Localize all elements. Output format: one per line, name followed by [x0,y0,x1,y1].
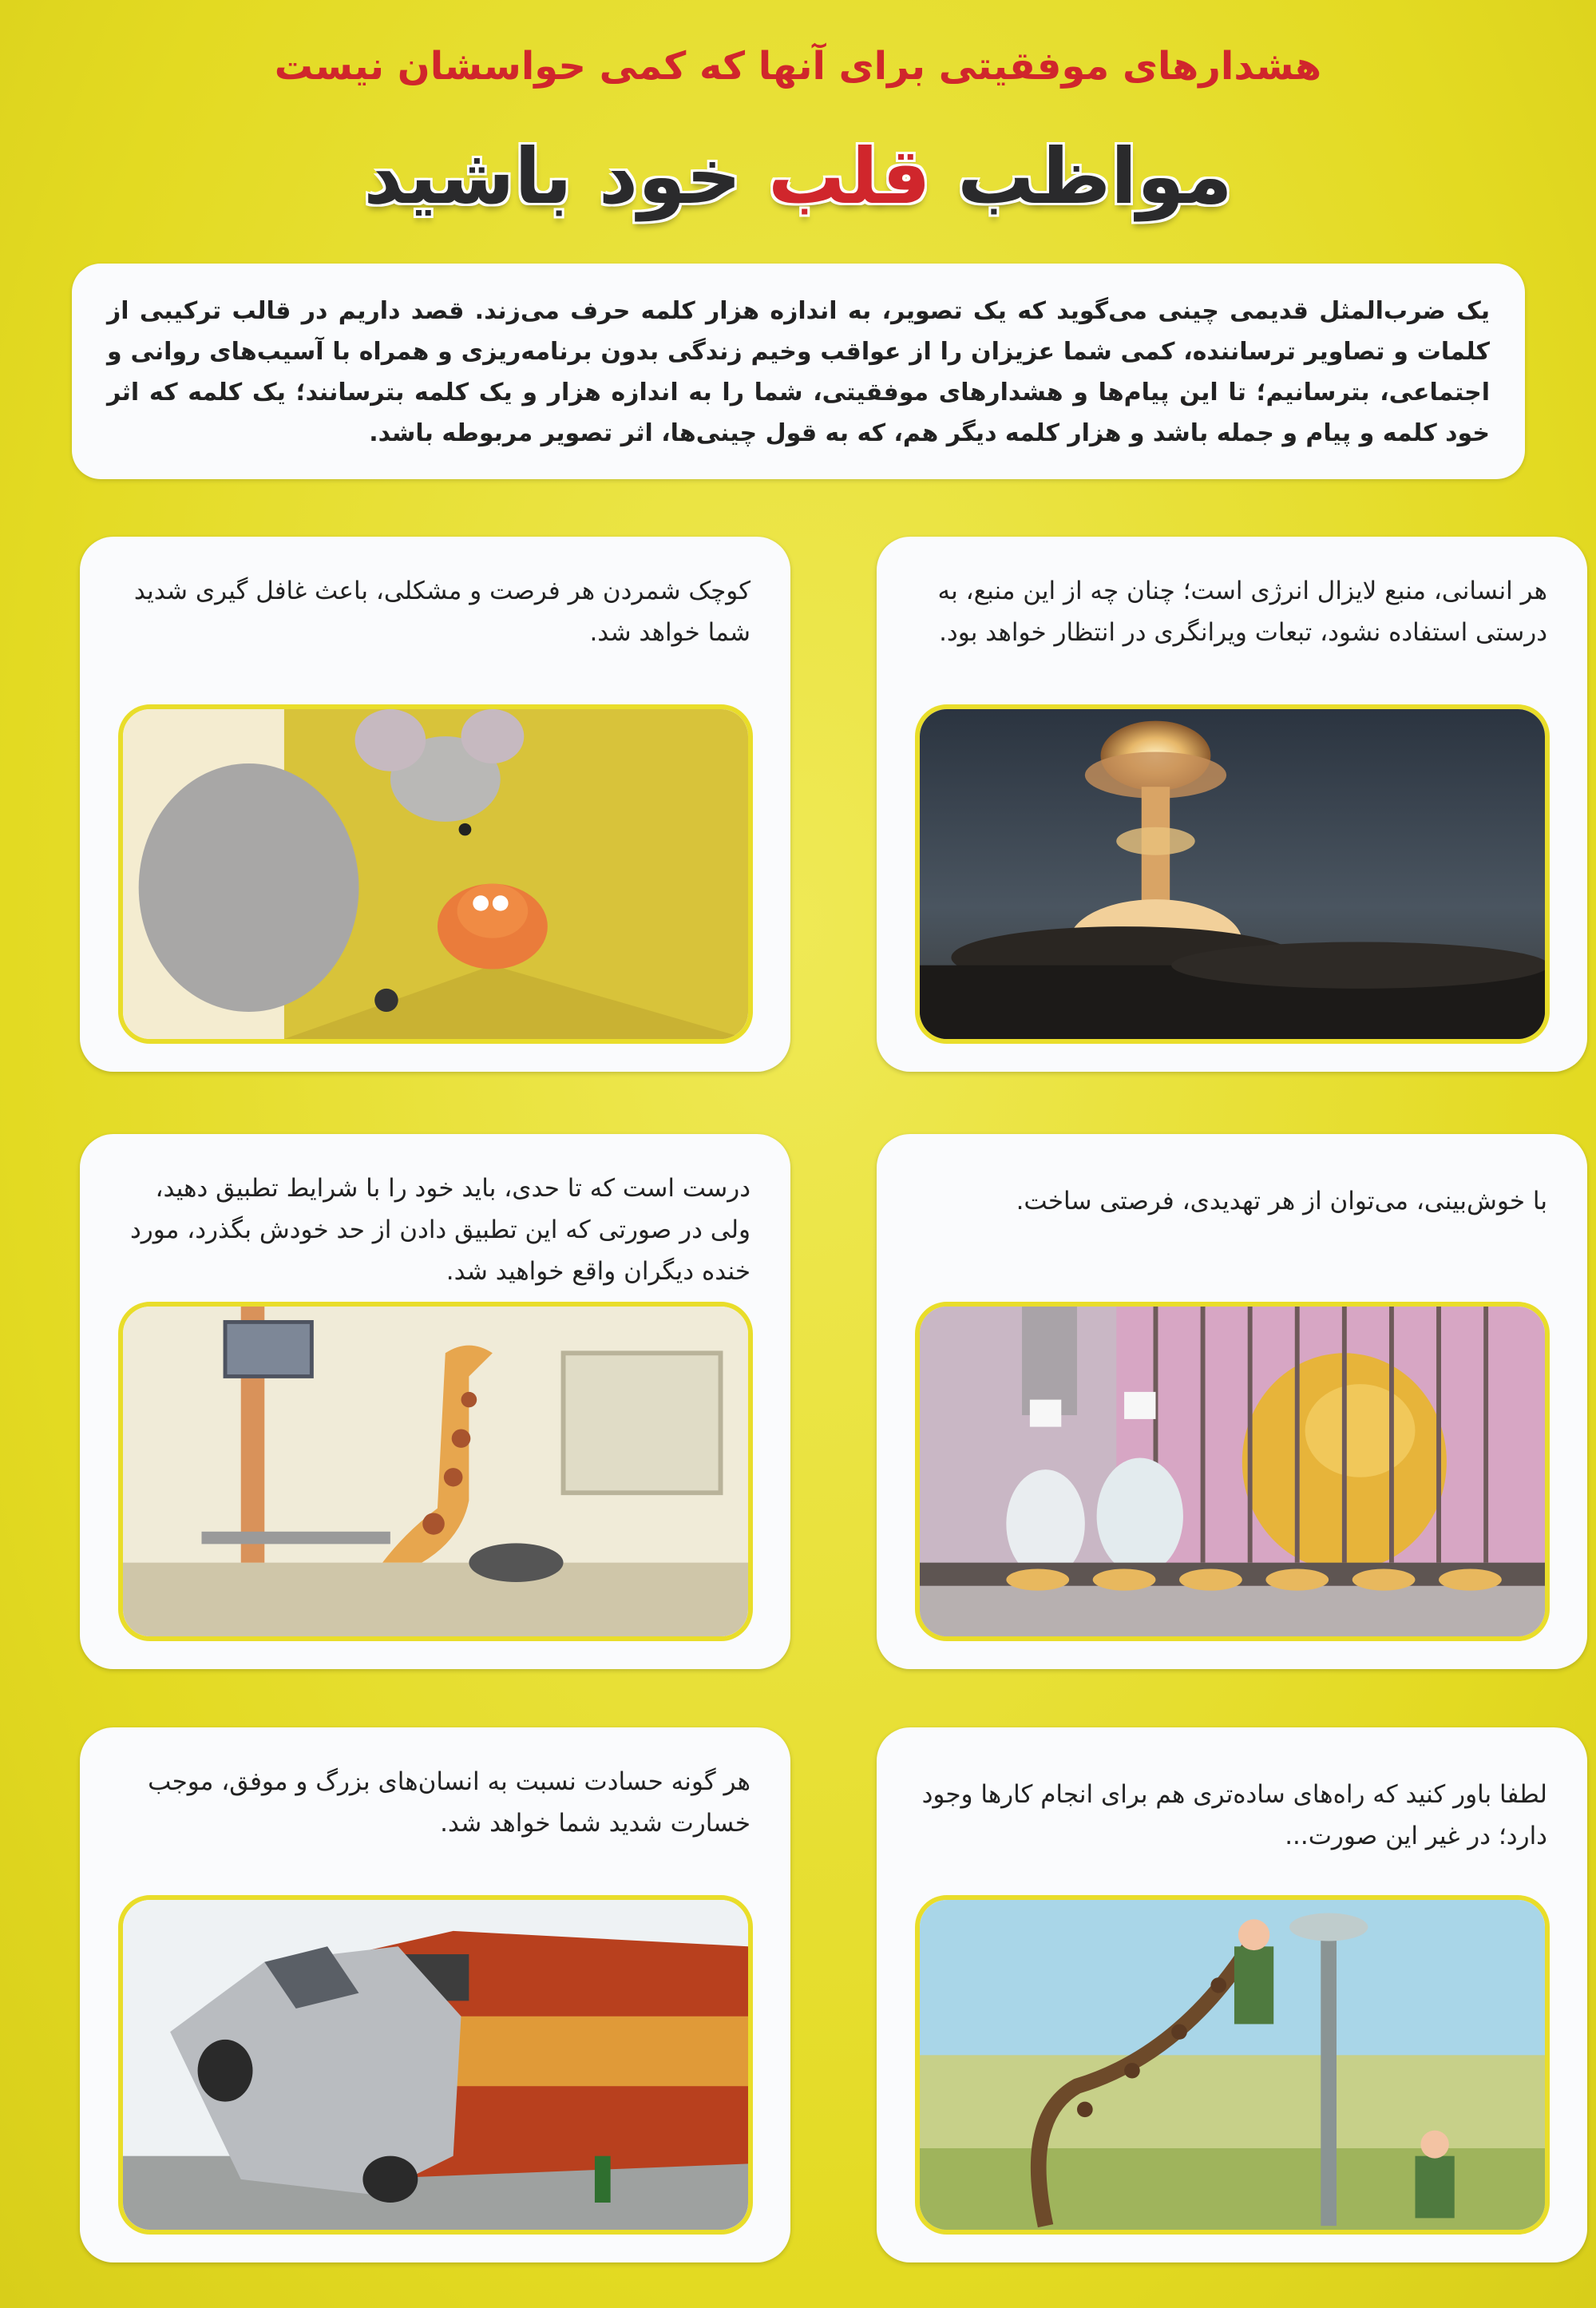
lion-and-bakers-image [915,1302,1550,1641]
card-caption: با خوش‌بینی، می‌توان از هر تهدیدی، فرصتی ساخت. [1016,1187,1547,1215]
title-end: خود باشید [363,132,768,221]
nuclear-explosion-image [915,704,1550,1044]
train-car-crash-image [118,1895,753,2235]
giraffe-ladder-image [915,1895,1550,2235]
subtitle: هشدارهای موفقیتی برای آنها که کمی حواسشان نیست [274,44,1322,89]
card-easier-ways [877,1727,1587,2262]
intro-box [72,264,1525,479]
giraffe-at-desk-image [118,1302,753,1641]
card-underestimate [80,537,790,1072]
card-caption: درست است که تا حدی، باید خود را با شرایط تطبیق دهید، ولی در صورتی که این تطبیق دادن از حد خودش بگذرد، مورد خنده دیگران واقع خواهید شد. [129,1174,750,1286]
intro-text: یک ضرب‌المثل قدیمی چینی می‌گوید که یک تصویر، به اندازه هزار کلمه حرف می‌زند. قصد داریم در قالب ترکیبی از کلمات و تصاویر ترساننده، کمی شما عزیزان را از عواقب وخیم زندگی بدون برنامه‌ریزی و همراه با آسیب‌های روانی و اجتماعی، بترسانیم؛ تا این پیام‌ها و هشدارهای موفقیتی، شما را به اندازه هزار و یک کلمه بترسانند؛ یک کلمه که اثر خود کلمه و پیام و جمله باشد و هزار کلمه دیگر هم، که به قول چینی‌ها، اثر تصویر مربوطه باشد. [107,297,1490,447]
title-start: مواظب [930,132,1233,221]
title-accent: قلب [767,132,931,221]
card-envy [80,1727,790,2262]
card-caption: هر گونه حسادت نسبت به انسان‌های بزرگ و موفق، موجب خسارت شدید شما خواهد شد. [148,1767,750,1838]
card-caption: کوچک شمردن هر فرصت و مشکلی، باعث غافل گیری شدید شما خواهد شد. [133,577,750,647]
card-adaptation [80,1134,790,1669]
page-title [0,132,1596,221]
card-caption: لطفا باور کنید که راه‌های ساده‌تری هم برای انجام کارها وجود دارد؛ در غیر این صورت... [921,1780,1547,1850]
mouse-and-cat-image [118,704,753,1044]
card-optimism [877,1134,1587,1669]
card-caption: هر انسانی، منبع لایزال انرژی است؛ چنان چه از این منبع، به درستی استفاده نشود، تبعات ویرانگری در انتظار خواهد بود. [937,577,1547,647]
card-energy [877,537,1587,1072]
